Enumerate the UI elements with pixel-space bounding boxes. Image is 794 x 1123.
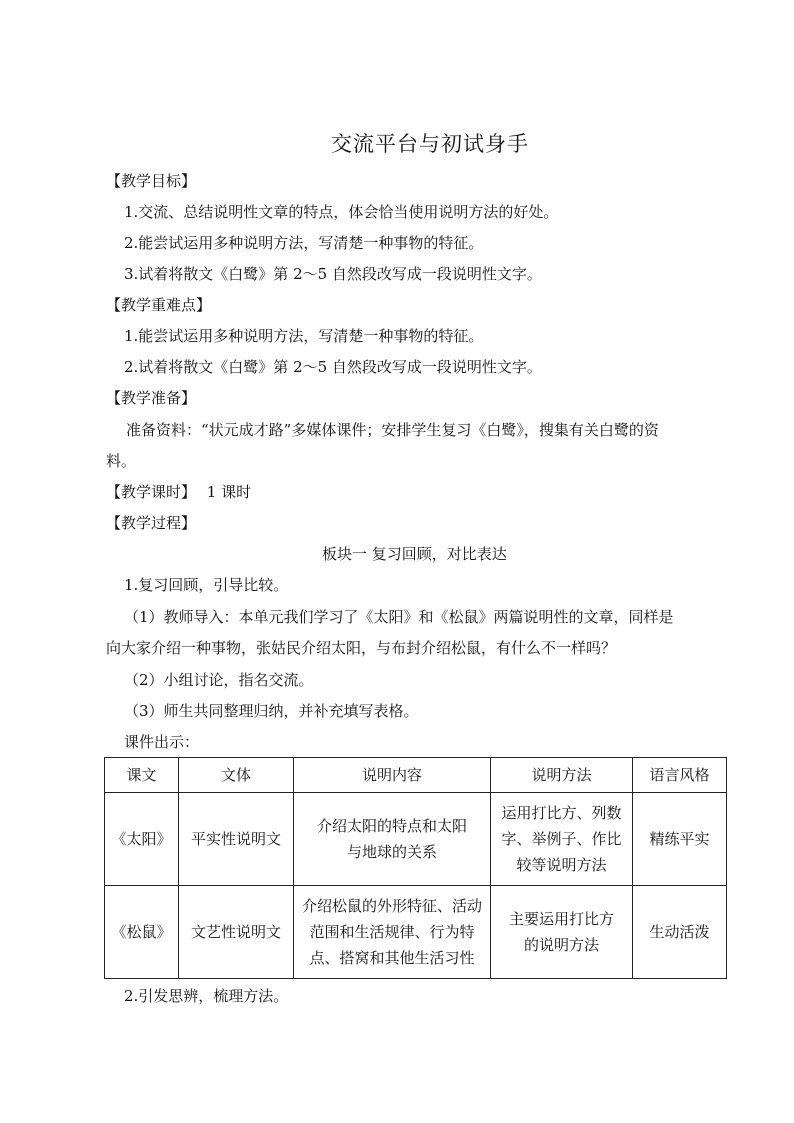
preparation-text-line-2: 料。 xyxy=(106,452,137,470)
table-header-row xyxy=(105,758,727,793)
table-header-cell: 课文 xyxy=(105,758,179,793)
step-1: 1.复习回顾，引导比较。 xyxy=(124,576,289,594)
table-cell-genre: 文艺性说明文 xyxy=(179,886,294,979)
key-point-item-2: 2.试着将散文《白鹭》第 2～5 自然段改写成一段说明性文字。 xyxy=(124,358,542,376)
table-row xyxy=(105,793,727,886)
table-cell-text: 《太阳》 xyxy=(105,793,179,886)
objective-item-2: 2.能尝试运用多种说明方法，写清楚一种事物的特征。 xyxy=(124,234,484,252)
courseware-label: 课件出示： xyxy=(124,733,200,751)
key-point-item-1: 1.能尝试运用多种说明方法，写清楚一种事物的特征。 xyxy=(124,327,484,345)
key-points-heading: 【教学重难点】 xyxy=(106,296,212,314)
process-heading: 【教学过程】 xyxy=(106,514,197,532)
hours-row xyxy=(106,482,251,502)
table-cell-genre: 平实性说明文 xyxy=(179,793,294,886)
preparation-text-line-1: 准备资料：“状元成才路”多媒体课件；安排学生复习《白鹭》，搜集有关白鹭的资 xyxy=(126,421,659,439)
comparison-table xyxy=(104,757,727,979)
table-row xyxy=(105,886,727,979)
table-cell-style: 精练平实 xyxy=(633,793,727,886)
table-cell-content: 介绍松鼠的外形特征、活动范围和生活规律、行为特点、搭窝和其他生活习性 xyxy=(294,886,491,979)
table-cell-method: 主要运用打比方的说明方法 xyxy=(491,886,633,979)
table-cell-method: 运用打比方、列数字、举例子、作比较等说明方法 xyxy=(491,793,633,886)
sub-step-3: （3）师生共同整理归纳，并补充填写表格。 xyxy=(124,702,419,720)
preparation-heading: 【教学准备】 xyxy=(106,389,197,407)
block-title: 板块一 复习回顾，对比表达 xyxy=(322,545,507,563)
table-cell-content: 介绍太阳的特点和太阳与地球的关系 xyxy=(294,793,491,886)
table-header-cell: 说明内容 xyxy=(294,758,491,793)
table-header-cell: 语言风格 xyxy=(633,758,727,793)
sub-step-1-line-2: 向大家介绍一种事物，张姑民介绍太阳，与布封介绍松鼠，有什么不一样吗？ xyxy=(106,639,617,657)
table-header-cell: 文体 xyxy=(179,758,294,793)
table-header-cell: 说明方法 xyxy=(491,758,633,793)
page-title: 交流平台与初试身手 xyxy=(331,132,529,156)
table-cell-style: 生动活泼 xyxy=(633,886,727,979)
sub-step-1-line-1: （1）教师导入：本单元我们学习了《太阳》和《松鼠》两篇说明性的文章，同样是 xyxy=(124,608,674,626)
objective-item-1: 1.交流、总结说明性文章的特点，体会恰当使用说明方法的好处。 xyxy=(124,203,559,221)
hours-heading: 【教学课时】 xyxy=(106,483,197,501)
sub-step-2: （2）小组讨论，指名交流。 xyxy=(124,671,314,689)
objectives-heading: 【教学目标】 xyxy=(106,172,197,190)
step-2: 2.引发思辨，梳理方法。 xyxy=(124,987,289,1005)
hours-value: 1 课时 xyxy=(206,483,252,501)
objective-item-3: 3.试着将散文《白鹭》第 2～5 自然段改写成一段说明性文字。 xyxy=(124,265,542,283)
table-cell-text: 《松鼠》 xyxy=(105,886,179,979)
